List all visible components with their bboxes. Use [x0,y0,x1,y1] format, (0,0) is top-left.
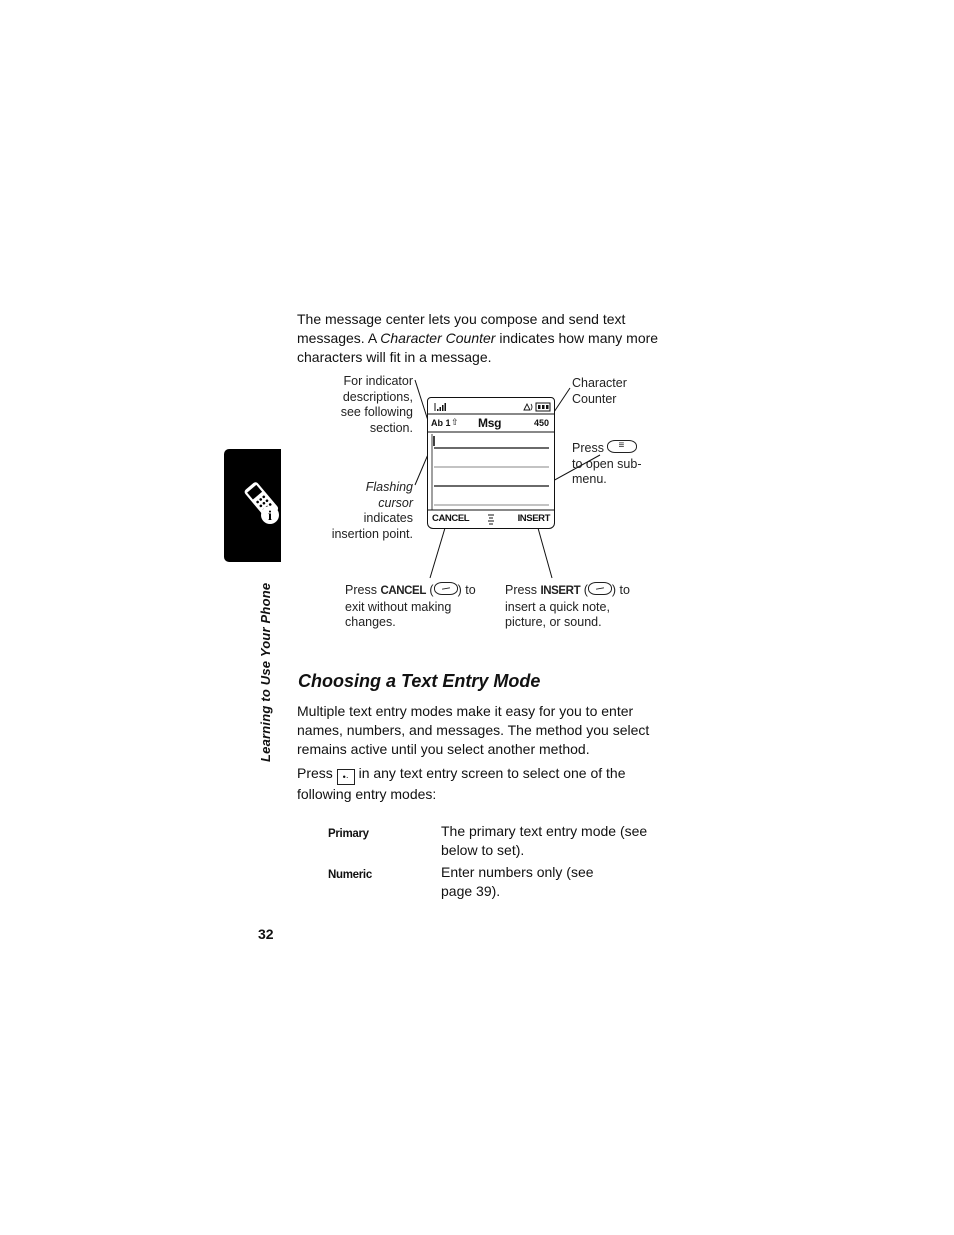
mode-row [328,865,372,883]
mode-name: Numeric [328,869,372,881]
intro-line: messages. A Character Counter indicates how many more [297,330,659,346]
softkey-insert[interactable]: INSERT [517,513,550,524]
ringer-icon [524,404,532,410]
page-number: 32 [258,926,274,942]
mode-name: Primary [328,828,369,840]
menu-icon [488,515,494,524]
softkey-cancel[interactable]: CANCEL [432,513,470,524]
menu-key-icon: •· [337,769,355,785]
svg-text:i: i [268,509,272,524]
callout-cancel: Press CANCEL ( ) to exit without making changes. [345,583,476,629]
mode-description: The primary text entry mode (see below to set). [441,823,648,858]
phone-screen [427,397,555,529]
callout-cursor: Flashing cursor indicates insertion point. [331,480,413,541]
intro-line: The message center lets you compose and send text [297,311,626,327]
screen-title: Msg [478,416,502,430]
signal-strength-icon [435,403,446,411]
section-paragraph: Multiple text entry modes make it easy for you to enter names, numbers, and messages. The method you select remains active until you select another method. [297,703,650,757]
callout-insert: Press INSERT ( ) to insert a quick note, picture, or sound. [505,583,630,629]
callout-indicators: For indicator descriptions, see following section. [340,374,413,435]
entry-mode-indicator: Ab 1 [431,418,451,428]
mode-row [328,824,369,842]
side-section-label: Learning to Use Your Phone [258,582,273,762]
term-character-counter: Character Counter [380,330,496,346]
intro-line: characters will fit in a message. [297,349,492,365]
shift-arrow-icon: ⇧ [451,417,459,427]
callout-menu: Press ≡ to open sub- menu. [572,440,662,488]
section-paragraph-2: Press •· in any text entry screen to select one of the following entry modes: [297,765,626,802]
character-counter: 450 [533,418,549,428]
battery-icon [536,403,550,411]
callout-character-counter: Character Counter [572,376,627,406]
section-heading: Choosing a Text Entry Mode [298,671,541,691]
mode-description: Enter numbers only (see page 39). [441,864,594,899]
